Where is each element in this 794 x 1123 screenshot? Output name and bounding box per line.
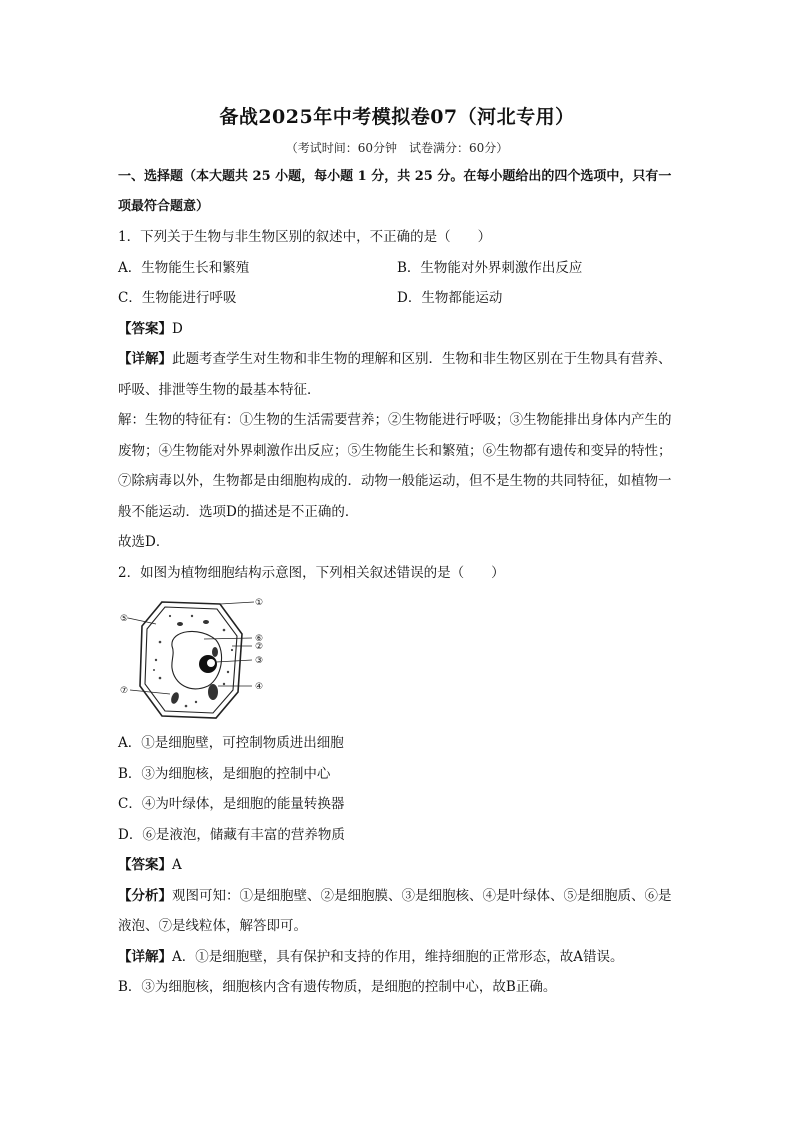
cell-membrane	[145, 607, 237, 713]
question-2-detail-b: B．③为细胞核，细胞核内含有遗传物质，是细胞的控制中心，故B正确。	[118, 979, 557, 995]
detail-label: 【详解】	[118, 948, 172, 965]
chloroplast	[203, 620, 209, 624]
question-2-option-c: C．④为叶绿体，是细胞的能量转换器	[118, 796, 345, 812]
exam-info: （考试时间：60分钟 试卷满分：60分）	[285, 141, 509, 155]
chloroplast	[170, 691, 181, 705]
chloroplast	[212, 647, 218, 657]
question-1-conclusion: 故选D．	[118, 534, 170, 550]
question-2-option-b: B．③为细胞核，是细胞的控制中心	[118, 765, 331, 782]
question-2-detail-a	[118, 942, 676, 973]
label-1: ①	[255, 598, 264, 608]
question-1-stem: 1．下列关于生物与非生物区别的叙述中，不正确的是（ ）	[118, 229, 492, 245]
question-2-answer	[118, 850, 676, 881]
plant-cell-diagram	[120, 594, 270, 724]
answer-label: 【答案】	[118, 857, 172, 873]
question-1-options-row-1	[118, 253, 676, 284]
plant-cell-svg	[120, 594, 270, 724]
detail-label: 【详解】	[118, 351, 172, 367]
label-2: ②	[255, 642, 264, 652]
answer-label: 【答案】	[118, 320, 172, 337]
question-1-solution: 解：生物的特征有：①生物的生活需要营养；②生物能进行呼吸；③生物能排出身体内产生的废物；④生物能对外界刺激作出反应；⑤生物能生长和繁殖；⑥生物都有遗传和变异的特性；⑦除病毒以外，生物都是由细胞构成的．动物一般能运动，但不是生物的共同特征，如植物一般不能运动．选项D的描述是不正确的．	[118, 412, 672, 520]
detail-a-text: A．①是细胞壁，具有保护和支持的作用，维持细胞的正常形态，故A错误。	[172, 948, 624, 965]
option-b: B．生物能对外界刺激作出反应	[397, 259, 583, 276]
chloroplast	[208, 684, 218, 700]
page-title: 备战2025年中考模拟卷07（河北专用）	[219, 106, 575, 128]
question-2-stem: 2．如图为植物细胞结构示意图，下列相关叙述错误的是（ ）	[118, 564, 505, 581]
question-1-options-row-2	[118, 283, 676, 314]
question-2-option-d: D．⑥是液泡，储藏有丰富的营养物质	[118, 826, 345, 843]
label-7: ⑦	[120, 686, 129, 696]
detail-text: 此题考查学生对生物和非生物的理解和区别．生物和非生物区别在于生物具有营养、呼吸、排泄等生物的最基本特征．	[118, 351, 672, 398]
analysis-text: 观图可知：①是细胞壁、②是细胞膜、③是细胞核、④是叶绿体、⑤是细胞质、⑥是液泡、⑦是线粒体，解答即可。	[118, 887, 672, 934]
label-6: ⑥	[255, 634, 264, 644]
question-1-detail	[118, 344, 676, 405]
question-1-answer	[118, 314, 676, 345]
label-3: ③	[255, 656, 264, 666]
label-5: ⑤	[120, 614, 129, 624]
section-heading: 一、选择题（本大题共 25 小题，每小题 1 分，共 25 分。在每小题给出的四个选项中，只有一项最符合题意）	[118, 169, 672, 214]
option-c: C．生物能进行呼吸	[118, 290, 237, 306]
option-a: A．生物能生长和繁殖	[118, 259, 250, 276]
answer-value: A	[172, 857, 182, 873]
chloroplast	[177, 622, 183, 626]
question-2-option-a: A．①是细胞壁，可控制物质进出细胞	[118, 735, 344, 751]
option-d: D．生物都能运动	[397, 290, 503, 306]
answer-value: D	[172, 320, 183, 337]
label-4: ④	[255, 682, 264, 692]
question-2-analysis	[118, 881, 676, 942]
exam-page	[118, 100, 676, 1003]
analysis-label: 【分析】	[118, 887, 172, 904]
